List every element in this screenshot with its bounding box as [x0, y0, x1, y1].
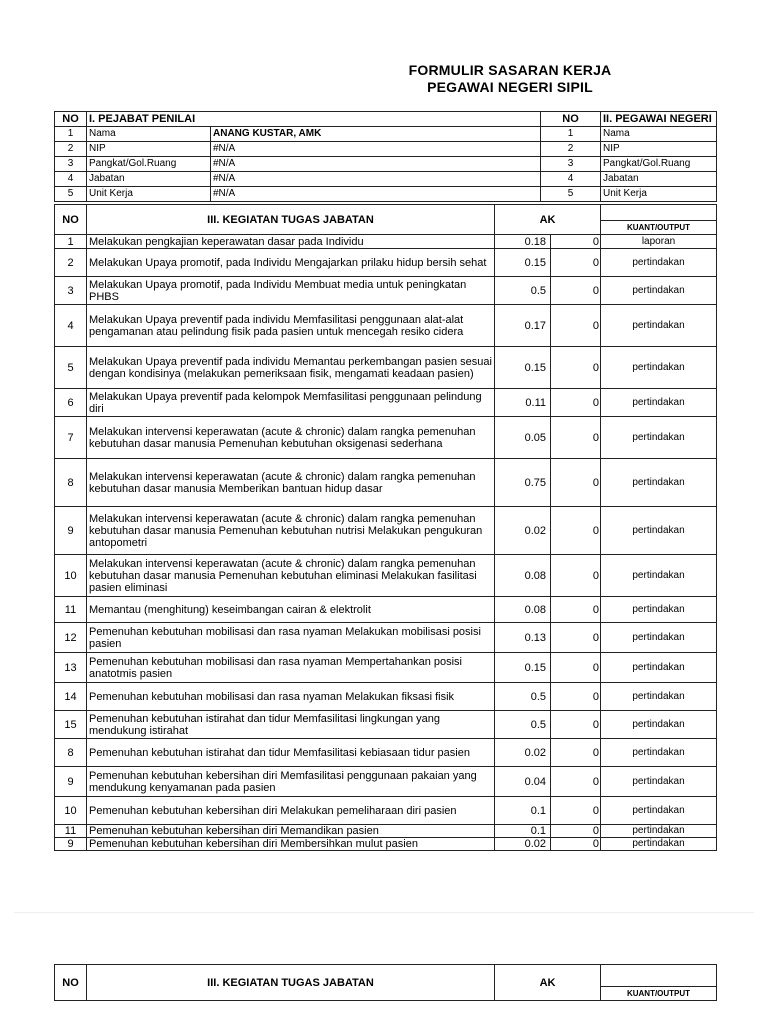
pegawai-no: 4 — [541, 172, 601, 187]
row-zero-value: 0 — [551, 653, 601, 683]
row-number: 12 — [55, 623, 87, 653]
row-description: Melakukan Upaya preventif pada individu Memantau perkembangan pasien sesuai dengan kondisinya (melakukan pemeriksaan fisik, mengamati keadaan pasien) — [87, 347, 495, 389]
row-number: 11 — [55, 825, 87, 838]
row-zero-value: 0 — [551, 739, 601, 767]
row-zero-value: 0 — [551, 838, 601, 851]
row-number: 7 — [55, 417, 87, 459]
row-output-unit: pertindakan — [601, 683, 717, 711]
row-ak-value: 0.02 — [495, 838, 551, 851]
row-zero-value: 0 — [551, 825, 601, 838]
row-number: 10 — [55, 797, 87, 825]
row-ak-value: 0.5 — [495, 277, 551, 305]
row-zero-value: 0 — [551, 347, 601, 389]
kegiatan-header-no: NO — [55, 205, 87, 235]
row-zero-value: 0 — [551, 555, 601, 597]
header-pegawai: II. PEGAWAI NEGERI — [601, 112, 717, 127]
row-description: Pemenuhan kebutuhan istirahat dan tidur Memfasilitasi kebiasaan tidur pasien — [87, 739, 495, 767]
pejabat-no: 3 — [55, 157, 87, 172]
row-ak-value: 0.11 — [495, 389, 551, 417]
row-output-unit: pertindakan — [601, 459, 717, 507]
row-description: Pemenuhan kebutuhan kebersihan diri Memandikan pasien — [87, 825, 495, 838]
row-description: Pemenuhan kebutuhan istirahat dan tidur Memfasilitasi lingkungan yang mendukung istirahat — [87, 711, 495, 739]
kegiatan-row — [55, 683, 717, 711]
row-zero-value: 0 — [551, 623, 601, 653]
row-number: 8 — [55, 459, 87, 507]
pejabat-label: NIP — [87, 142, 211, 157]
kegiatan-header-title: III. KEGIATAN TUGAS JABATAN — [87, 205, 495, 235]
form-title-line2: PEGAWAI NEGERI SIPIL — [427, 79, 593, 95]
row-description: Pemenuhan kebutuhan mobilisasi dan rasa nyaman Melakukan mobilisasi posisi pasien — [87, 623, 495, 653]
pejabat-no: 4 — [55, 172, 87, 187]
row-description: Melakukan intervensi keperawatan (acute & chronic) dalam rangka pemenuhan kebutuhan dasar manusia Pemenuhan kebutuhan oksigenasi sederhana — [87, 417, 495, 459]
row-ak-value: 0.05 — [495, 417, 551, 459]
kegiatan-row — [55, 235, 717, 249]
row-output-unit: pertindakan — [601, 389, 717, 417]
pejabat-value: #N/A — [211, 142, 541, 157]
kegiatan-row — [55, 249, 717, 277]
row-ak-value: 0.15 — [495, 347, 551, 389]
row-ak-value: 0.18 — [495, 235, 551, 249]
header-no-2: NO — [541, 112, 601, 127]
row-ak-value: 0.1 — [495, 825, 551, 838]
pejabat-label: Jabatan — [87, 172, 211, 187]
row-output-unit: pertindakan — [601, 597, 717, 623]
pegawai-label: Nama — [601, 127, 717, 142]
row-description: Melakukan intervensi keperawatan (acute & chronic) dalam rangka pemenuhan kebutuhan dasar manusia Pemenuhan kebutuhan nutrisi Melakukan pengukuran antopometri — [87, 507, 495, 555]
row-description: Melakukan pengkajian keperawatan dasar pada Individu — [87, 235, 495, 249]
kegiatan-row — [55, 555, 717, 597]
kegiatan-row — [55, 711, 717, 739]
row-output-unit: pertindakan — [601, 555, 717, 597]
row-ak-value: 0.15 — [495, 653, 551, 683]
page2-header-output — [601, 965, 717, 1001]
row-ak-value: 0.75 — [495, 459, 551, 507]
row-output-unit: pertindakan — [601, 838, 717, 851]
row-description: Melakukan intervensi keperawatan (acute & chronic) dalam rangka pemenuhan kebutuhan dasar manusia Pemenuhan kebutuhan eliminasi Melakukan fasilitasi pasien eliminasi — [87, 555, 495, 597]
pegawai-label: Pangkat/Gol.Ruang — [601, 157, 717, 172]
kegiatan-row — [55, 277, 717, 305]
pejabat-no: 1 — [55, 127, 87, 142]
header-pejabat-penilai: I. PEJABAT PENILAI — [87, 112, 541, 127]
row-output-unit: pertindakan — [601, 739, 717, 767]
page2-header-no: NO — [55, 965, 87, 1001]
row-description: Melakukan Upaya promotif, pada Individu Membuat media untuk peningkatan PHBS — [87, 277, 495, 305]
row-description: Pemenuhan kebutuhan kebersihan diri Membersihkan mulut pasien — [87, 838, 495, 851]
kegiatan-row — [55, 417, 717, 459]
row-number: 13 — [55, 653, 87, 683]
page2-kuant-output-label: KUANT/OUTPUT — [601, 986, 716, 1000]
row-zero-value: 0 — [551, 767, 601, 797]
row-zero-value: 0 — [551, 507, 601, 555]
kegiatan-row — [55, 739, 717, 767]
row-zero-value: 0 — [551, 235, 601, 249]
row-output-unit: pertindakan — [601, 767, 717, 797]
kegiatan-row — [55, 623, 717, 653]
pegawai-no: 1 — [541, 127, 601, 142]
row-number: 5 — [55, 347, 87, 389]
row-description: Memantau (menghitung) keseimbangan cairan & elektrolit — [87, 597, 495, 623]
kegiatan-row — [55, 597, 717, 623]
row-number: 11 — [55, 597, 87, 623]
row-ak-value: 0.5 — [495, 711, 551, 739]
row-description: Pemenuhan kebutuhan mobilisasi dan rasa nyaman Mempertahankan posisi anatotmis pasien — [87, 653, 495, 683]
row-number: 3 — [55, 277, 87, 305]
kegiatan-row — [55, 305, 717, 347]
pejabat-no: 2 — [55, 142, 87, 157]
kuant-output-label: KUANT/OUTPUT — [601, 220, 716, 234]
row-zero-value: 0 — [551, 277, 601, 305]
row-zero-value: 0 — [551, 711, 601, 739]
pejabat-label: Unit Kerja — [87, 187, 211, 202]
row-zero-value: 0 — [551, 683, 601, 711]
row-number: 9 — [55, 767, 87, 797]
kegiatan-row — [55, 838, 717, 851]
row-description: Pemenuhan kebutuhan kebersihan diri Melakukan pemeliharaan diri pasien — [87, 797, 495, 825]
row-ak-value: 0.02 — [495, 739, 551, 767]
row-number: 1 — [55, 235, 87, 249]
row-output-unit: pertindakan — [601, 653, 717, 683]
header-no: NO — [55, 112, 87, 127]
row-output-unit: pertindakan — [601, 797, 717, 825]
row-ak-value: 0.5 — [495, 683, 551, 711]
row-description: Melakukan Upaya preventif pada kelompok Memfasilitasi penggunaan pelindung diri — [87, 389, 495, 417]
kegiatan-row — [55, 347, 717, 389]
row-number: 9 — [55, 507, 87, 555]
page-break — [14, 912, 754, 913]
row-ak-value: 0.17 — [495, 305, 551, 347]
page2-kegiatan-header — [54, 964, 717, 1001]
form-title — [280, 62, 740, 95]
row-zero-value: 0 — [551, 797, 601, 825]
kegiatan-table — [54, 204, 717, 851]
row-number: 4 — [55, 305, 87, 347]
pejabat-value: #N/A — [211, 187, 541, 202]
kegiatan-row — [55, 797, 717, 825]
form-title-line1: FORMULIR SASARAN KERJA — [408, 62, 612, 78]
kegiatan-row — [55, 459, 717, 507]
kegiatan-row — [55, 507, 717, 555]
pegawai-label: NIP — [601, 142, 717, 157]
kegiatan-header-ak: AK — [495, 205, 601, 235]
row-number: 6 — [55, 389, 87, 417]
pejabat-value: #N/A — [211, 172, 541, 187]
row-description: Pemenuhan kebutuhan mobilisasi dan rasa nyaman Melakukan fiksasi fisik — [87, 683, 495, 711]
row-description: Melakukan Upaya promotif, pada Individu Mengajarkan prilaku hidup bersih sehat — [87, 249, 495, 277]
row-ak-value: 0.08 — [495, 555, 551, 597]
page2-header-title: III. KEGIATAN TUGAS JABATAN — [87, 965, 495, 1001]
kegiatan-row — [55, 767, 717, 797]
row-number: 15 — [55, 711, 87, 739]
row-ak-value: 0.04 — [495, 767, 551, 797]
pejabat-label: Pangkat/Gol.Ruang — [87, 157, 211, 172]
pegawai-label: Jabatan — [601, 172, 717, 187]
row-output-unit: laporan — [601, 235, 717, 249]
pejabat-value: #N/A — [211, 157, 541, 172]
pegawai-no: 3 — [541, 157, 601, 172]
row-zero-value: 0 — [551, 249, 601, 277]
row-number: 8 — [55, 739, 87, 767]
kegiatan-row — [55, 653, 717, 683]
page2-header-ak: AK — [495, 965, 601, 1001]
pegawai-no: 2 — [541, 142, 601, 157]
row-number: 2 — [55, 249, 87, 277]
row-output-unit: pertindakan — [601, 305, 717, 347]
pejabat-value: ANANG KUSTAR, AMK — [211, 127, 541, 142]
kegiatan-header-output — [601, 205, 717, 235]
row-output-unit: pertindakan — [601, 623, 717, 653]
row-output-unit: pertindakan — [601, 507, 717, 555]
row-output-unit: pertindakan — [601, 277, 717, 305]
row-ak-value: 0.13 — [495, 623, 551, 653]
kegiatan-row — [55, 825, 717, 838]
row-ak-value: 0.02 — [495, 507, 551, 555]
row-description: Pemenuhan kebutuhan kebersihan diri Memfasilitasi penggunaan pakaian yang mendukung kenyamanan pada pasien — [87, 767, 495, 797]
row-zero-value: 0 — [551, 597, 601, 623]
kegiatan-row — [55, 389, 717, 417]
row-number: 9 — [55, 838, 87, 851]
row-number: 14 — [55, 683, 87, 711]
row-output-unit: pertindakan — [601, 417, 717, 459]
row-description: Melakukan intervensi keperawatan (acute & chronic) dalam rangka pemenuhan kebutuhan dasar manusia Memberikan bantuan hidup dasar — [87, 459, 495, 507]
pejabat-no: 5 — [55, 187, 87, 202]
row-output-unit: pertindakan — [601, 825, 717, 838]
row-zero-value: 0 — [551, 459, 601, 507]
row-ak-value: 0.15 — [495, 249, 551, 277]
pegawai-label: Unit Kerja — [601, 187, 717, 202]
row-ak-value: 0.08 — [495, 597, 551, 623]
row-output-unit: pertindakan — [601, 249, 717, 277]
row-number: 10 — [55, 555, 87, 597]
row-description: Melakukan Upaya preventif pada individu Memfasilitasi penggunaan alat-alat pengamanan atau pelindung fisik pada pasien untuk mencegah resiko cidera — [87, 305, 495, 347]
row-zero-value: 0 — [551, 417, 601, 459]
pegawai-no: 5 — [541, 187, 601, 202]
row-zero-value: 0 — [551, 305, 601, 347]
row-output-unit: pertindakan — [601, 711, 717, 739]
row-output-unit: pertindakan — [601, 347, 717, 389]
row-ak-value: 0.1 — [495, 797, 551, 825]
identity-table — [54, 111, 717, 202]
pejabat-label: Nama — [87, 127, 211, 142]
row-zero-value: 0 — [551, 389, 601, 417]
